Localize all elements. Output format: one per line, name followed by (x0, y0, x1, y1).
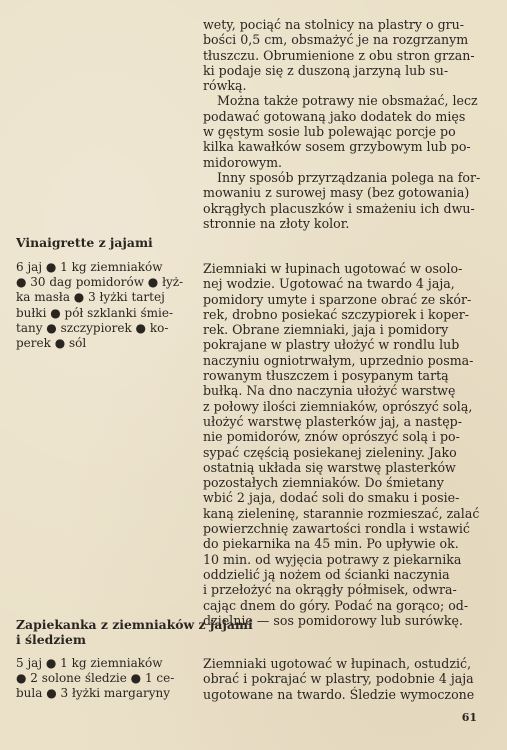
text-line: pokrajane w plastry ułożyć w rondlu lub (203, 337, 460, 353)
text-line: sypać częścią posiekanej zieleniny. Jako (203, 444, 457, 460)
ingredient-line: ● 30 dag pomidorów ● łyż- (16, 275, 184, 290)
text-line: 10 min. od wyjęcia potrawy z piekarnika (203, 551, 462, 567)
text-line: powierzchnię zawartości rondla i wstawić (203, 521, 470, 537)
text-line: bułką. Na dno naczynia ułożyć warstwę (203, 383, 456, 399)
ingredient-line: ka masła ● 3 łyżki tartej (16, 290, 165, 305)
text-line: bości 0,5 cm, obsmażyć je na rozgrzanym (203, 32, 469, 48)
page-number: 61 (461, 711, 477, 724)
text-line: Ziemniaki w łupinach ugotować w osolo- (203, 261, 463, 276)
text-line: wbić 2 jaja, dodać soli do smaku i posie- (203, 490, 460, 506)
ingredient-line: 6 jaj ● 1 kg ziemniaków (16, 260, 163, 274)
text-line: z połowy ilości ziemniaków, oprószyć solą, (203, 398, 473, 414)
text-line: nej wodzie. Ugotować na twardo 4 jaja, (203, 276, 455, 292)
text-line: Ziemniaki ugotować w łupinach, ostudzić, (203, 656, 472, 671)
text-line: kaną zieleninę, starannie rozmieszać, zalać (203, 505, 480, 521)
text-line: i przełożyć na okrągły półmisek, odwra- (203, 582, 457, 598)
text-line: obrać i pokrajać w plastry, podobnie 4 jaja (203, 671, 474, 687)
recipe-title-text: i śledziem (16, 632, 86, 647)
text-line: w gęstym sosie lub polewając porcje po (203, 124, 456, 140)
recipe-title-text: Zapiekanka z ziemniaków z jajami (16, 617, 253, 632)
text-line: kilka kawałków sosem grzybowym lub po- (203, 139, 471, 155)
text-line: naczyniu ogniotrwałym, uprzednio posma- (203, 352, 474, 368)
text-line: rek, drobno posiekać szczypiorek i koper- (203, 306, 470, 322)
recipe-title (16, 235, 153, 250)
text-line: okrągłych placuszków i smażeniu ich dwu- (203, 200, 475, 216)
text-line: ostatnią układa się warstwę plasterków (203, 459, 456, 475)
text-line: rowanym tłuszczem i posypanym tartą (203, 368, 449, 384)
ingredient-line: bula ● 3 łyżki margaryny (16, 686, 170, 701)
continuation-text (203, 17, 485, 231)
text-line: podawać gotowaną jako dodatek do mięs (203, 108, 466, 124)
text-line: ugotowane na twardo. Śledzie wymoczone (203, 686, 475, 702)
text-line: rówką. (203, 78, 247, 94)
text-line: tłuszczu. Obrumienione z obu stron grzan- (203, 47, 475, 63)
ingredients-list (16, 260, 194, 351)
text-line: oddzielić ją nożem od ścianki naczynia (203, 566, 450, 582)
text-line: wety, pociąć na stolnicy na plastry o gru- (203, 17, 465, 32)
text-line: Inny sposób przyrządzania polega na for- (217, 169, 481, 185)
text-line: Można także potrawy nie obsmażać, lecz (217, 93, 478, 109)
recipe-title (16, 617, 253, 647)
text-line: dzielnie — sos pomidorowy lub surówkę. (203, 612, 463, 628)
ingredient-line: tany ● szczypiorek ● ko- (16, 320, 169, 335)
ingredient-line: bułki ● pół szklanki śmie- (16, 305, 174, 320)
text-line: pomidory umyte i sparzone obrać ze skór- (203, 291, 472, 307)
recipe-method (203, 261, 485, 628)
text-line: do piekarnika na 45 min. Po upływie ok. (203, 536, 459, 552)
text-line: cając dnem do góry. Podać na gorąco; od- (203, 597, 469, 613)
text-line: rek. Obrane ziemniaki, jaja i pomidory (203, 322, 449, 338)
text-line: ki podaje się z duszoną jarzyną lub su- (203, 62, 449, 78)
recipe-method (203, 656, 485, 702)
text-line: ułożyć warstwę plasterków jaj, a następ- (203, 413, 462, 429)
text-line: stronnie na złoty kolor. (203, 215, 350, 231)
recipe-title-text: Vinaigrette z jajami (16, 235, 153, 250)
text-line: nie pomidorów, znów oprószyć solą i po- (203, 429, 460, 445)
ingredient-line: 5 jaj ● 1 kg ziemniaków (16, 656, 163, 670)
text-line: pozostałych ziemniaków. Do śmietany (203, 475, 444, 491)
ingredient-line: perek ● sól (16, 336, 87, 351)
text-line: mowaniu z surowej masy (bez gotowania) (203, 185, 470, 201)
ingredient-line: ● 2 solone śledzie ● 1 ce- (16, 671, 175, 686)
ingredients-list (16, 656, 194, 702)
text-line: midorowym. (203, 154, 283, 170)
